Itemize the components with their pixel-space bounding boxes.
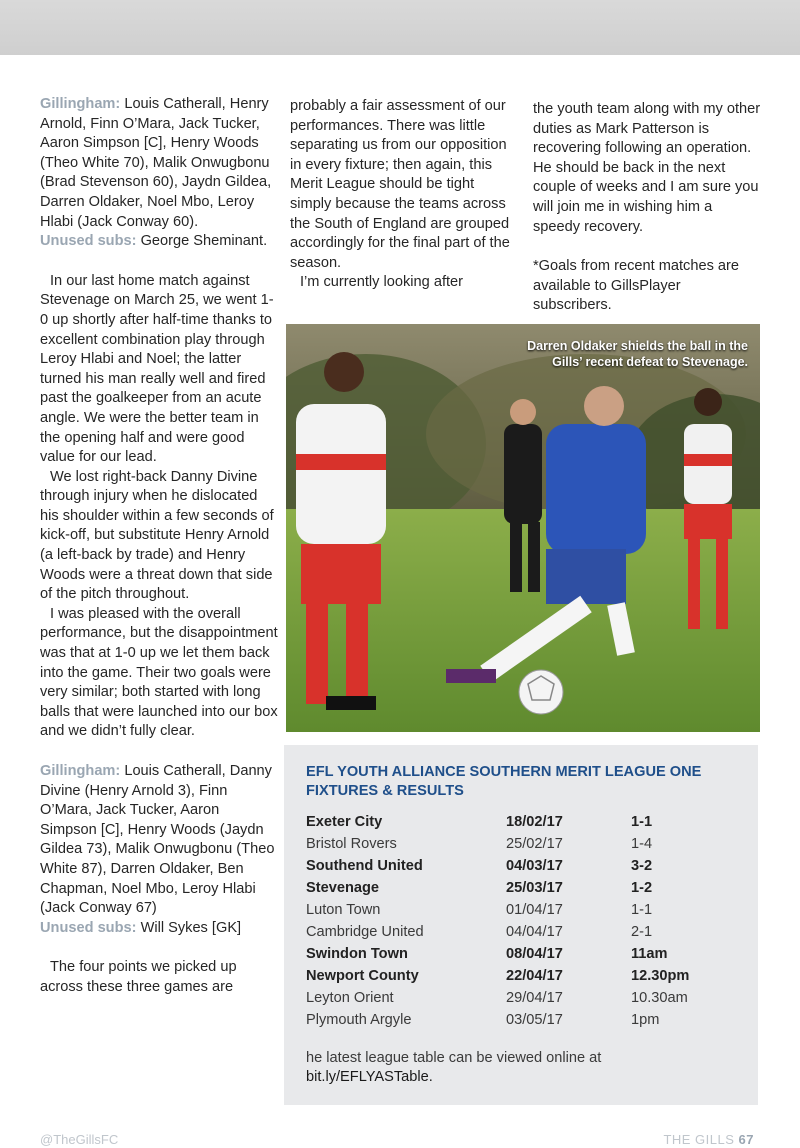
fixture-date: 08/04/17	[506, 946, 563, 962]
fixture-row	[306, 899, 746, 921]
article-column-1	[40, 95, 280, 998]
paragraph: the youth team along with my other duties as Mark Patterson is recovering following an operation. He should be back in the next couple of weeks and I am sure you will join me in wishing him a speedy recovery.	[533, 101, 761, 235]
twitter-handle: @TheGillsFC	[40, 1132, 119, 1147]
lineup-1-label: Gillingham:	[40, 96, 121, 112]
fixture-result: 1pm	[631, 1012, 660, 1028]
fixture-result: 1-4	[631, 836, 653, 852]
fixture-result: 1-1	[631, 814, 653, 830]
page-number: 67	[738, 1132, 754, 1147]
paragraph: I was pleased with the overall performance, but the disappointment was that at 1-0 up we let them back into the game. Their two goals were very similar; both started with long balls that were launched into our box and we didn’t fully clear.	[40, 605, 278, 740]
fixture-result: 3-2	[631, 858, 653, 874]
fixtures-panel	[284, 745, 758, 1105]
fixture-row	[306, 965, 746, 987]
fixture-team: Luton Town	[306, 902, 381, 918]
fixture-row	[306, 987, 746, 1009]
paragraph: We lost right-back Danny Divine through injury when he dislocated his shoulder within a few seconds of kick-off, but substitute Henry Arnold (a left-back by trade) and Henry Woods were a threat down that side of the pitch throughout.	[40, 468, 274, 603]
fixture-row	[306, 1009, 746, 1031]
match-photo	[286, 324, 760, 732]
fixture-team: Cambridge United	[306, 924, 424, 940]
fixtures-title: EFL YOUTH ALLIANCE SOUTHERN MERIT LEAGUE ONE FIXTURES & RESULTS	[306, 764, 702, 799]
fixture-team: Bristol Rovers	[306, 836, 397, 852]
paragraph: I’m currently looking after	[300, 274, 464, 291]
article-column-2	[290, 97, 512, 293]
paragraph: probably a fair assessment of our performances. There was little separating us from our opposition in every fixture; then again, this Merit League should be tight simply because the teams across the South of England are grouped accordingly for the final part of the season.	[290, 98, 510, 271]
fixture-row	[306, 833, 746, 855]
paragraph: In our last home match against Stevenage on March 25, we went 1-0 up shortly after half-time thanks to excellent combination play through Leroy Hlabi and Noel; the latter turned his man really well and fired past the goalkeeper from an acute angle. We were the better team in the opening half and were good value for our lead.	[40, 272, 274, 466]
fixture-team: Newport County	[306, 968, 419, 984]
fixture-team: Stevenage	[306, 880, 380, 896]
unused-subs-2-text: Will Sykes [GK]	[140, 919, 242, 936]
photo-caption: Darren Oldaker shields the ball in the Gills’ recent defeat to Stevenage.	[527, 339, 748, 369]
magazine-name: THE GILLS	[663, 1132, 735, 1147]
fixture-date: 01/04/17	[506, 902, 563, 918]
fixture-result: 1-1	[631, 902, 653, 918]
fixture-row	[306, 877, 746, 899]
lineup-1-text: Louis Catherall, Henry Arnold, Finn O’Mara, Jack Tucker, Aaron Simpson [C], Henry Woods (Theo White 70), Malik Onwugbonu (Brad Stevenson 60), Jaydn Gildea, Darren Oldaker, Noel Mbo, Leroy Hlabi (Jack Conway 60).	[40, 96, 272, 230]
fixture-result: 2-1	[631, 924, 653, 940]
match-photo-illustration	[286, 324, 760, 732]
fixture-row	[306, 921, 746, 943]
lineup-2-text: Louis Catherall, Danny Divine (Henry Arnold 3), Finn O’Mara, Jack Tucker, Aaron Simpson [C], Henry Woods (Jaydn Gildea 73), Malik Onwugbonu (Theo White 87), Darren Oldaker, Ben Chapman, Noel Mbo, Leroy Hlabi (Jack Conway 67)	[40, 763, 275, 917]
fixture-date: 25/03/17	[506, 880, 563, 896]
fixture-team: Swindon Town	[306, 946, 408, 962]
paragraph: *Goals from recent matches are available to GillsPlayer subscribers.	[533, 258, 740, 314]
lineup-2-label: Gillingham:	[40, 763, 121, 779]
fixture-result: 11am	[631, 946, 668, 962]
fixture-date: 04/04/17	[506, 924, 563, 940]
league-table-note-text: he latest league table can be viewed online at	[306, 1050, 602, 1066]
fixture-team: Leyton Orient	[306, 990, 394, 1006]
league-table-note	[306, 1049, 746, 1087]
fixtures-table	[306, 811, 746, 1031]
fixture-row	[306, 943, 746, 965]
fixture-date: 03/05/17	[506, 1012, 563, 1028]
fixture-row	[306, 855, 746, 877]
unused-subs-1	[40, 232, 280, 252]
fixture-result: 12.30pm	[631, 968, 690, 984]
unused-subs-2-label: Unused subs:	[40, 919, 137, 936]
fixture-date: 04/03/17	[506, 858, 563, 874]
unused-subs-1-text: George Sheminant.	[140, 233, 268, 250]
unused-subs-1-label: Unused subs:	[40, 233, 137, 250]
fixture-date: 22/04/17	[506, 968, 563, 984]
fixture-date: 25/02/17	[506, 836, 563, 852]
article-column-3	[533, 100, 763, 316]
fixture-row	[306, 811, 746, 833]
fixture-result: 10.30am	[631, 990, 688, 1006]
fixture-result: 1-2	[631, 880, 653, 896]
page-top-band	[0, 0, 800, 55]
fixture-team: Southend United	[306, 858, 423, 874]
lineup-1	[40, 95, 280, 232]
page-footer	[663, 1132, 754, 1147]
lineup-2	[40, 762, 280, 919]
league-table-link[interactable]: bit.ly/EFLYASTable.	[306, 1069, 433, 1085]
paragraph: The four points we picked up across these three games are	[40, 959, 237, 995]
fixture-date: 29/04/17	[506, 990, 563, 1006]
unused-subs-2	[40, 919, 280, 939]
fixture-date: 18/02/17	[506, 814, 563, 830]
fixture-team: Plymouth Argyle	[306, 1012, 412, 1028]
fixture-team: Exeter City	[306, 814, 383, 830]
